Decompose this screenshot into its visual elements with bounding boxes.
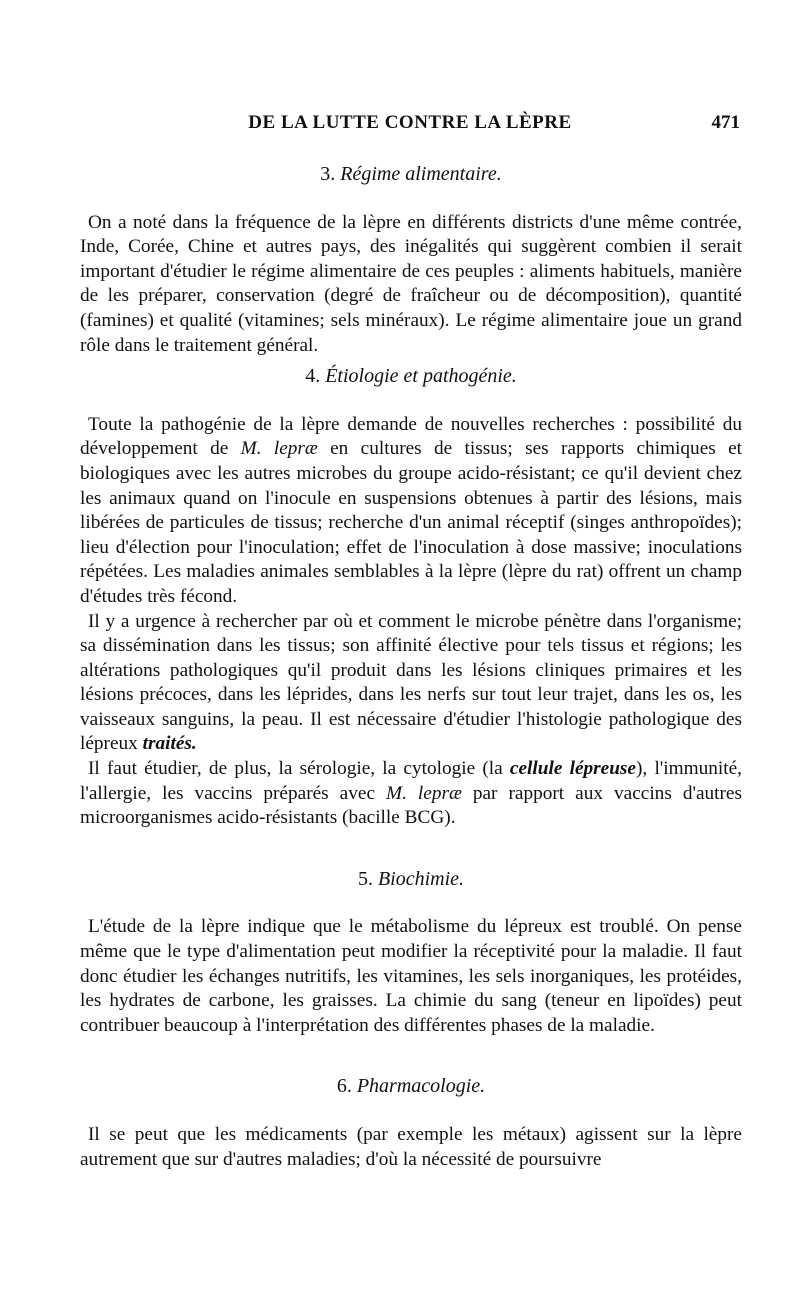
emphasis: traités. bbox=[142, 733, 197, 755]
paragraph bbox=[80, 757, 742, 831]
text-run: Il y a urgence à rechercher par où et comment le microbe pénètre dans l'organisme; sa dissémination dans les tissus; son affinité élective pour tels tissus et régions; les altérations pathologiques qu'il produit dans les lésions cliniques primaires et les lésions précoces, dans les léprides, dans les nerfs sur tout leur trajet, dans les os, les vaisseaux sanguins, la peau. Il est nécessaire d'étudier l'histologie pathologique des lépreux bbox=[80, 610, 742, 755]
section-title-biochimie bbox=[80, 867, 742, 892]
paragraph: On a noté dans la fréquence de la lèpre en différents districts d'une même contrée, Inde, Corée, Chine et autres pays, des inégalités qui suggèrent combien il serait important d'étudier le régime alimentaire de ces peuples : aliments habituels, manière de les préparer, conservation (degré de fraîcheur ou de décomposition), quantité (famines) et qualité (vitamines; sels minéraux). Le régime alimentaire joue un grand rôle dans le traitement général. bbox=[80, 211, 742, 356]
text-run: en cultures de tissus; ses rapports chimiques et biologiques avec les autres microbes du groupe acido-résistant; ce qu'il devient chez les animaux quand on l'inocule en suspensions obtenues à partir des lésions, mais libérées de particules de tissus; recherche d'un animal réceptif (singes anthropoïdes); lieu d'élection pour l'inoculation; effet de l'inoculation à dose massive; inoculations répétées. Les maladies animales semblables à la lèpre (lèpre du rat) offrent un champ d'études très fécond. bbox=[80, 438, 742, 607]
section-title-pharmacologie bbox=[80, 1074, 742, 1099]
text-run: par rapport aux vaccins d'autres microorganismes acido-résistants (bacille BCG). bbox=[80, 782, 742, 829]
section-title-text: Biochimie. bbox=[377, 867, 465, 890]
section-number: 3. bbox=[320, 163, 336, 185]
page-body bbox=[80, 162, 742, 1172]
emphasis: cellule lépreuse bbox=[509, 758, 636, 780]
section-title-text: Pharmacologie. bbox=[356, 1075, 486, 1098]
running-head: DE LA LUTTE CONTRE LA LÈPRE bbox=[248, 112, 572, 133]
section-number: 6. bbox=[336, 1075, 352, 1098]
page-number: 471 bbox=[711, 112, 740, 133]
section-number: 5. bbox=[357, 867, 373, 890]
paragraph: Il se peut que les médicaments (par exemple les métaux) agissent sur la lèpre autrement que sur d'autres maladies; d'où la nécessité de poursuivre bbox=[80, 1124, 742, 1170]
section-title-text: Régime alimentaire. bbox=[340, 163, 502, 185]
section-title-regime bbox=[80, 162, 742, 187]
species-name: M. lepræ bbox=[240, 438, 318, 460]
section-title-text: Étiologie et pathogénie. bbox=[325, 365, 517, 388]
section-number: 4. bbox=[305, 365, 321, 388]
species-name: M. lepræ bbox=[386, 782, 462, 804]
text-run: ), l'immunité, l'allergie, les vaccins préparés avec bbox=[80, 758, 742, 804]
section-title-etiologie bbox=[80, 364, 742, 389]
page-header bbox=[80, 112, 740, 142]
text-run: Il faut étudier, de plus, la sérologie, la cytologie (la bbox=[88, 758, 510, 780]
text-run: Toute la pathogénie de la lèpre demande de nouvelles recherches : possibilité du développement de bbox=[80, 413, 742, 460]
paragraph bbox=[80, 413, 742, 610]
paragraph bbox=[80, 610, 742, 758]
paragraph: L'étude de la lèpre indique que le métabolisme du lépreux est troublé. On pense même que le type d'alimentation peut modifier la réceptivité pour la maladie. Il faut donc étudier les échanges nutritifs, les vitamines, les sels inorganiques, les protéides, les hydrates de carbone, les graisses. La chimie du sang (teneur en lipoïdes) peut contribuer beaucoup à l'interprétation des différentes phases de la maladie. bbox=[80, 916, 742, 1036]
